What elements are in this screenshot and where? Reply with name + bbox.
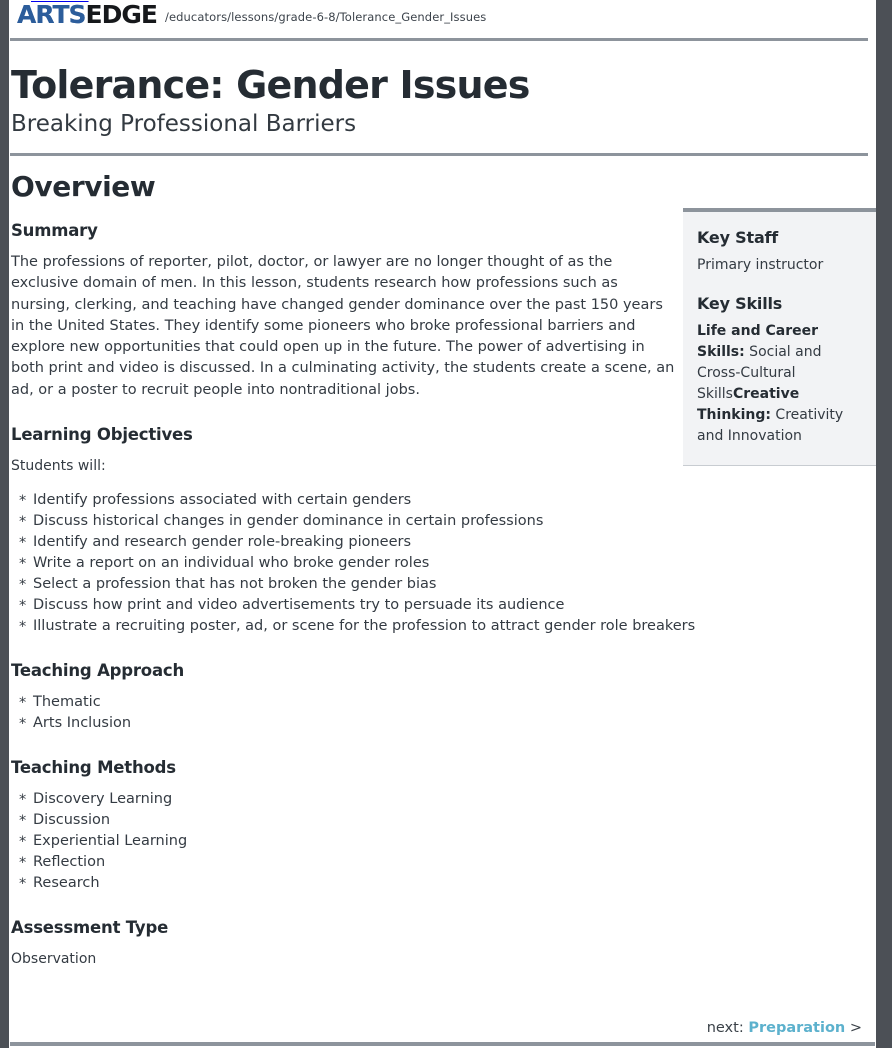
- sidebar-heading-key-staff: Key Staff: [697, 228, 779, 247]
- teaching-method-item: * Research: [19, 873, 876, 894]
- sidebar-skill-value-1: Social and Cross-Cultural Skills: [697, 344, 822, 402]
- page-content-area: [9, 0, 876, 1048]
- objectives-lead: Students will:: [11, 458, 106, 475]
- page-frame-left-border: [0, 0, 9, 1048]
- next-page-link[interactable]: Preparation: [748, 1020, 846, 1036]
- artsedge-logo[interactable]: [17, 0, 157, 28]
- teaching-method-item: * Discussion: [19, 810, 876, 831]
- learning-objective-item: * Write a report on an individual who broke gender roles: [19, 553, 876, 574]
- footer-next-nav: [9, 1020, 876, 1042]
- teaching-methods-list: [11, 789, 876, 894]
- heading-learning-objectives: Learning Objectives: [11, 425, 193, 445]
- page-title: Tolerance: Gender Issues: [11, 63, 530, 107]
- learning-objective-item: * Identify professions associated with certain genders: [19, 490, 876, 511]
- breadcrumb-path: /educators/lessons/grade-6-8/Tolerance_Gender_Issues: [164, 10, 487, 24]
- section-heading-overview: Overview: [11, 170, 156, 203]
- sidebar-skill-label-1: Life and Career Skills:: [697, 323, 819, 360]
- learning-objective-item: * Discuss historical changes in gender dominance in certain professions: [19, 511, 876, 532]
- learning-objective-item: * Illustrate a recruiting poster, ad, or scene for the profession to attract gender role breakers: [19, 616, 876, 637]
- overview-section: [9, 156, 876, 969]
- assessment-value: Observation: [11, 951, 97, 968]
- sidebar-heading-key-skills: Key Skills: [697, 294, 783, 313]
- sidebar-skill-value-2: Creativity and Innovation: [697, 407, 844, 444]
- sidebar-skill-label-2: Creative Thinking:: [697, 386, 800, 423]
- learning-objective-item: * Discuss how print and video advertisements try to persuade its audience: [19, 595, 876, 616]
- teaching-approach-list: [11, 692, 876, 734]
- heading-assessment-type: Assessment Type: [11, 918, 169, 938]
- page-footer: [9, 1020, 876, 1048]
- title-block: [9, 41, 876, 153]
- logo-text-arts: ARTS: [17, 0, 86, 29]
- summary-text: The professions of reporter, pilot, doctor, or lawyer are no longer thought of as the exclusive domain of men. In this lesson, students research how professions such as nursing, clerking, and teaching have changed gender dominance over the past 150 years in the United States. They identify some pioneers who broke professional barriers and explore new opportunities that could open up in the future. The power of advertising in both print and video is discussed. In a culminating activity, the students create a scene, an ad, or a poster to recruit people into nontraditional jobs.: [11, 254, 675, 398]
- next-prefix-label: next:: [706, 1020, 744, 1036]
- learning-objective-item: * Select a profession that has not broken the gender bias: [19, 574, 876, 595]
- next-arrow-icon: >: [849, 1020, 862, 1036]
- page-subtitle: Breaking Professional Barriers: [11, 111, 357, 137]
- lesson-meta-sidebar: [683, 208, 876, 466]
- heading-summary: Summary: [11, 221, 98, 240]
- teaching-method-item: * Experiential Learning: [19, 831, 876, 852]
- learning-objective-item: * Identify and research gender role-breaking pioneers: [19, 532, 876, 553]
- teaching-method-item: * Discovery Learning: [19, 789, 876, 810]
- sidebar-key-staff-value: Primary instructor: [697, 257, 824, 273]
- heading-teaching-methods: Teaching Methods: [11, 758, 176, 778]
- learning-objectives-list: [11, 490, 876, 637]
- page-frame-right-border: [876, 0, 892, 1048]
- heading-teaching-approach: Teaching Approach: [11, 661, 185, 681]
- site-header: [9, 0, 876, 36]
- teaching-approach-item: * Thematic: [19, 692, 876, 713]
- logo-text-edge: EDGE: [85, 0, 157, 29]
- teaching-method-item: * Reflection: [19, 852, 876, 873]
- teaching-approach-item: * Arts Inclusion: [19, 713, 876, 734]
- sidebar-skill-life-career: [697, 321, 862, 447]
